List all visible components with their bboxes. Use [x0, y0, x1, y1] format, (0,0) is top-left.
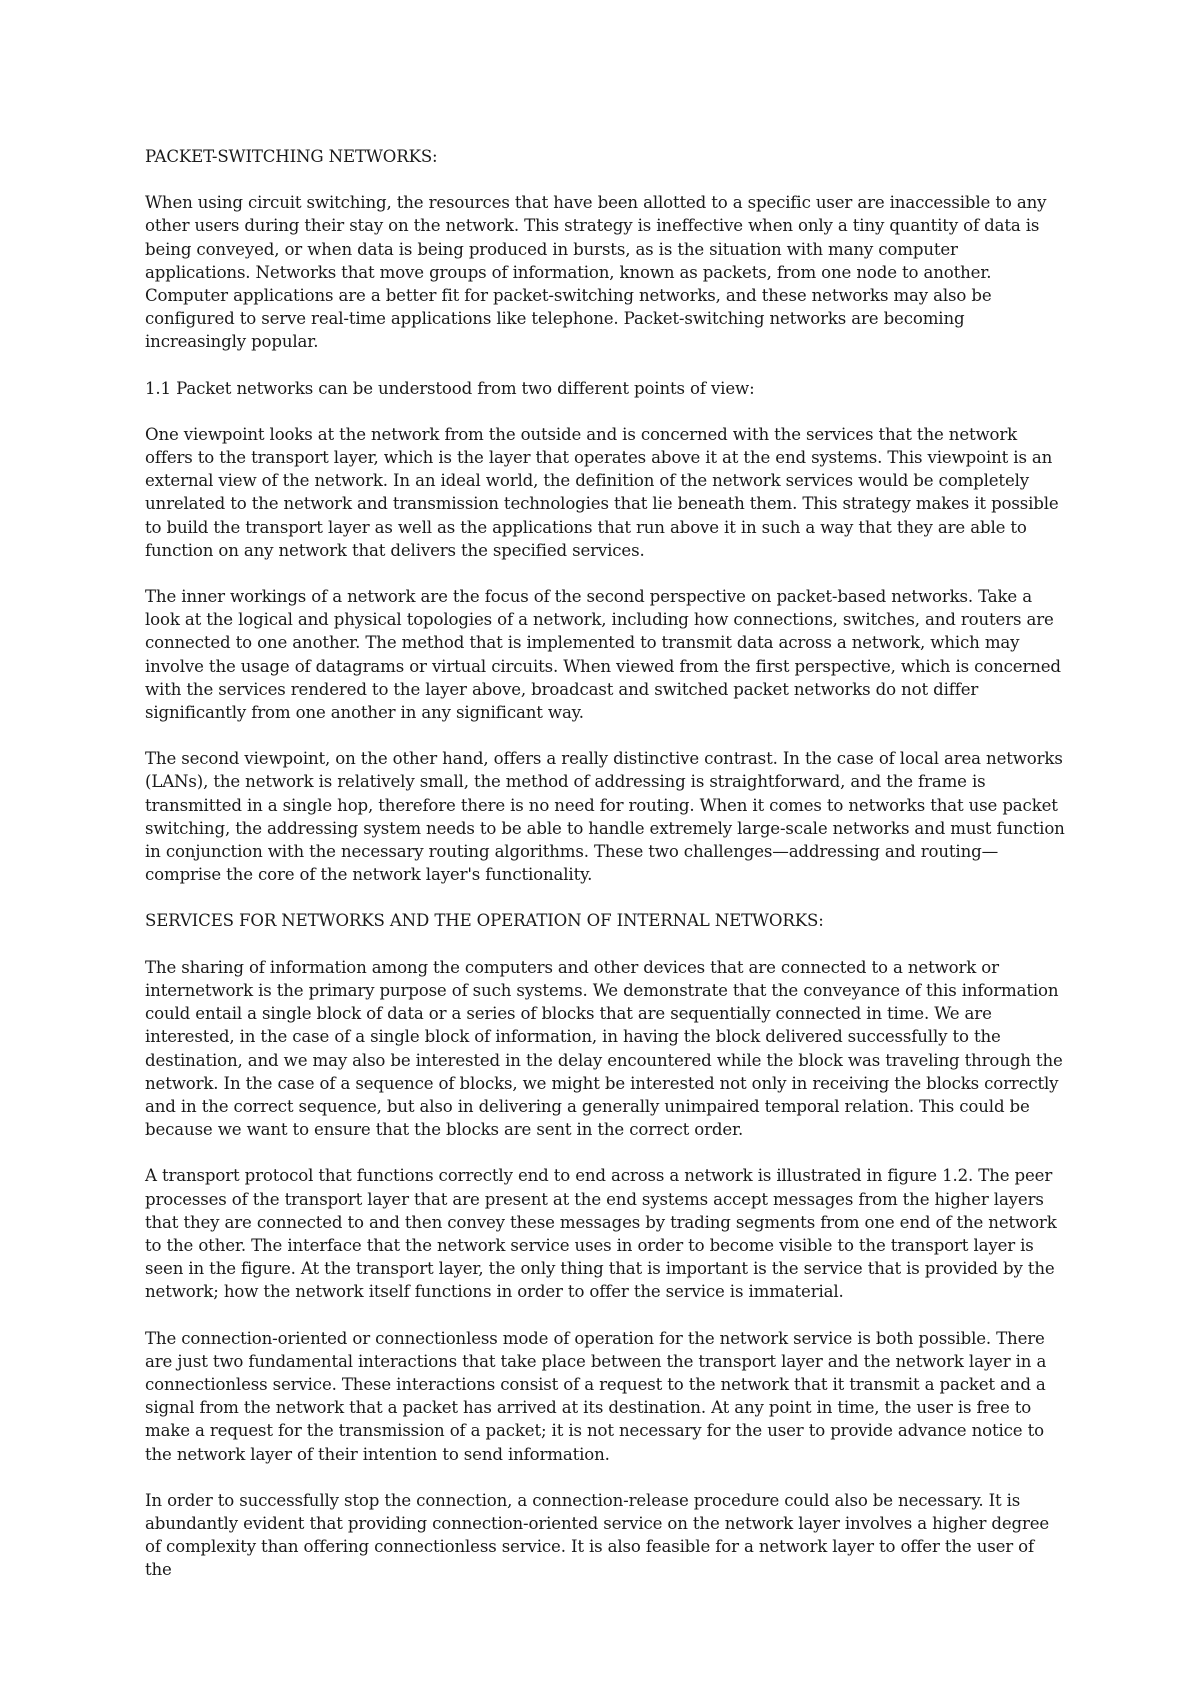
section-heading-network-services: SERVICES FOR NETWORKS AND THE OPERATION OF INTERNAL NETWORKS:: [145, 911, 824, 931]
section-heading-packet-switching: PACKET-SWITCHING NETWORKS:: [145, 147, 438, 166]
document-page: [145, 145, 1065, 1605]
paragraph-information-sharing: The sharing of information among the computers and other devices that are connected to a network or internetwork is the primary purpose of such systems. We demonstrate that the conveyance of this information could entail a single block of data or a series of blocks that are sequentially connected in time. We are interested, in the case of a single block of information, in having the block delivered successfully to the destination, and we may also be interested in the delay encountered while the block was traveling through the network. In the case of a sequence of blocks, we might be interested not only in receiving the blocks correctly and in the correct sequence, but also in delivering a generally unimpaired temporal relation. This could be because we want to ensure that the blocks are sent in the correct order.: [145, 957, 1063, 1140]
paragraph-transport-protocol: A transport protocol that functions correctly end to end across a network is illustrated in figure 1.2. The peer processes of the transport layer that are present at the end systems accept messages from the higher layers that they are connected to and then convey these messages by trading segments from one end of the network to the other. The interface that the network service uses in order to become visible to the transport layer is seen in the figure. At the transport layer, the only thing that is important is the service that is provided by the network; how the network itself functions in order to offer the service is immaterial.: [145, 1166, 1057, 1302]
paragraph-connection-modes: The connection-oriented or connectionless mode of operation for the network service is both possible. There are just two fundamental interactions that take place between the transport layer and the network layer in a connectionless service. These interactions consist of a request to the network that it transmit a packet and a signal from the network that a packet has arrived at its destination. At any point in time, the user is free to make a request for the transmission of a packet; it is not necessary for the user to provide advance notice to the network layer of their intention to send information.: [145, 1328, 1047, 1464]
paragraph-inner-workings: The inner workings of a network are the focus of the second perspective on packet-based networks. Take a look at the logical and physical topologies of a network, including how connections, switches, and routers are connected to one another. The method that is implemented to transmit data across a network, which may involve the usage of datagrams or virtual circuits. When viewed from the first perspective, which is concerned with the services rendered to the layer above, broadcast and switched packet networks do not differ significantly from one another in any significant way.: [145, 587, 1061, 723]
paragraph-external-view: One viewpoint looks at the network from the outside and is concerned with the services that the network offers to the transport layer, which is the layer that operates above it at the end systems. This viewpoint is an external view of the network. In an ideal world, the definition of the network services would be completely unrelated to the network and transmission technologies that lie beneath them. This strategy makes it possible to build the transport layer as well as the applications that run above it in such a way that they are able to function on any network that delivers the specified services.: [145, 424, 1059, 560]
subheading-points-of-view: 1.1 Packet networks can be understood from two different points of view:: [145, 378, 755, 398]
paragraph-connection-release: In order to successfully stop the connection, a connection-release procedure could also be necessary. It is abundantly evident that providing connection-oriented service on the network layer involves a higher degree of complexity than offering connectionless service. It is also feasible for a network layer to offer the user of the: [145, 1490, 1050, 1580]
paragraph-circuit-switching: When using circuit switching, the resources that have been allotted to a specific user are inaccessible to any other users during their stay on the network. This strategy is ineffective when only a tiny quantity of data is being conveyed, or when data is being produced in bursts, as is the situation with many computer applications. Networks that move groups of information, known as packets, from one node to another. Computer applications are a better fit for packet-switching networks, and these networks may also be configured to serve real-time applications like telephone. Packet-switching networks are becoming increasingly popular.: [145, 193, 1047, 352]
paragraph-second-viewpoint: The second viewpoint, on the other hand, offers a really distinctive contrast. In the case of local area networks (LANs), the network is relatively small, the method of addressing is straightforward, and the frame is transmitted in a single hop, therefore there is no need for routing. When it comes to networks that use packet switching, the addressing system needs to be able to handle extremely large-scale networks and must function in conjunction with the necessary routing algorithms. These two challenges—addressing and routing—comprise the core of the network layer's functionality.: [145, 749, 1065, 885]
